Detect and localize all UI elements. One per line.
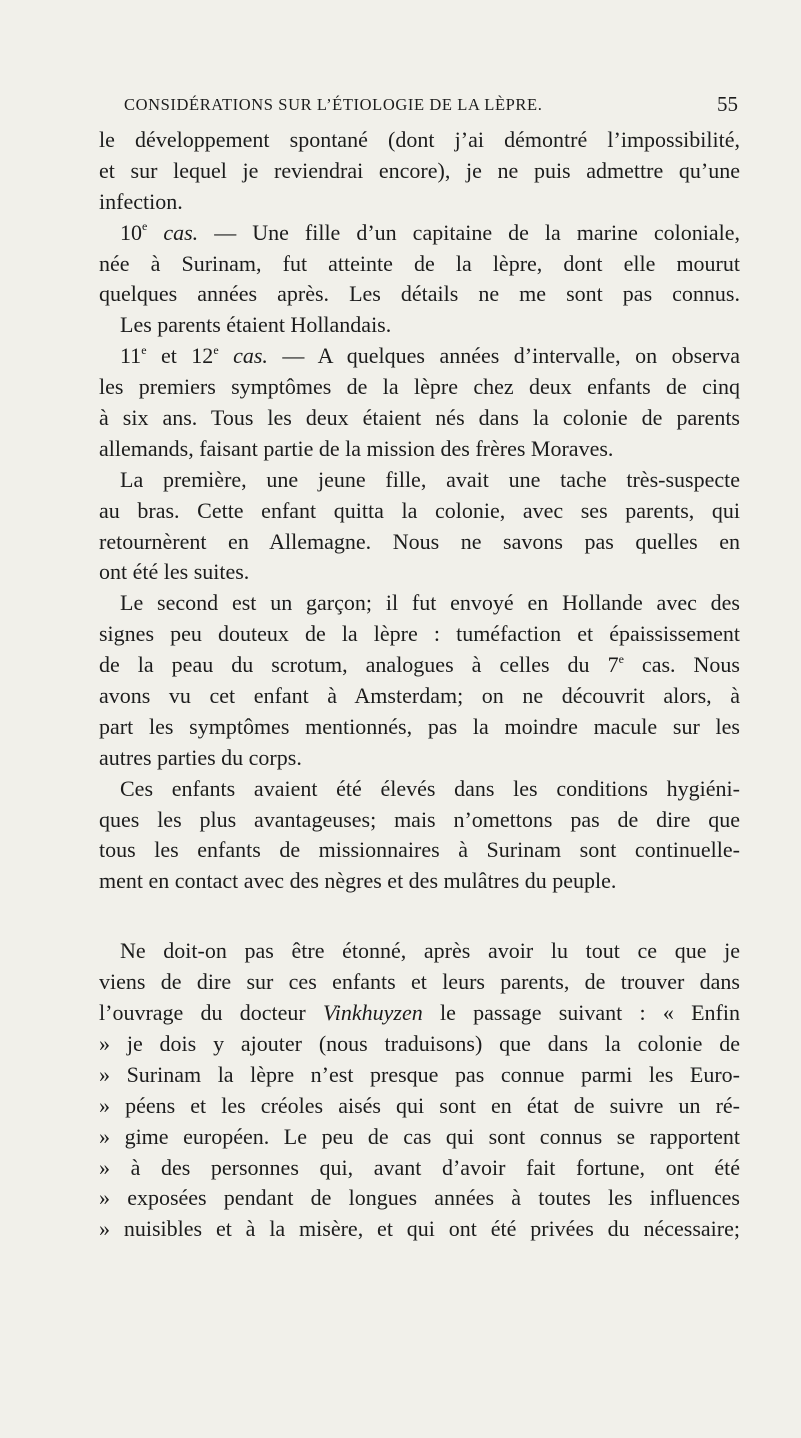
quote-line: » péens et les créoles aisés qui sont en état de suivre un ré- [99, 1092, 740, 1118]
page-number: 55 [717, 92, 738, 116]
text-line: et sur lequel je reviendrai encore), je ne puis admettre qu’une [99, 157, 740, 183]
text-line: Ces enfants avaient été élevés dans les conditions hygiéni- [120, 775, 740, 801]
quote-line: » exposées pendant de longues années à toutes les influences [99, 1185, 740, 1211]
running-title: CONSIDÉRATIONS SUR L’ÉTIOLOGIE DE LA LÈPRE. [124, 95, 543, 114]
quote-line: » à des personnes qui, avant d’avoir fait fortune, ont été [99, 1154, 740, 1180]
quote-line: » gime européen. Le peu de cas qui sont connus se rapportent [99, 1123, 740, 1149]
text-line: tous les enfants de missionnaires à Surinam sont continuelle- [99, 837, 740, 863]
text-line: à six ans. Tous les deux étaient nés dans la colonie de parents [99, 405, 740, 431]
quote-line: » je dois y ajouter (nous traduisons) que dans la colonie de [99, 1030, 740, 1056]
text-line: viens de dire sur ces enfants et leurs parents, de trouver dans [99, 969, 740, 995]
body-text [99, 125, 740, 1245]
paragraph-gap [99, 897, 740, 936]
text-line: Ne doit-on pas être étonné, après avoir lu tout ce que je [120, 938, 740, 964]
text-line: Le second est un garçon; il fut envoyé en Hollande avec des [120, 590, 740, 616]
case-10-heading-line: 10e cas. — Une fille d’un capitaine de la marine coloniale, [120, 219, 741, 245]
text-line: l’ouvrage du docteur Vinkhuyzen le passage suivant : « Enfin [99, 1000, 740, 1026]
text-line: née à Surinam, fut atteinte de la lèpre, dont elle mourut [99, 250, 740, 276]
text-line: Les parents étaient Hollandais. [120, 312, 392, 338]
text-line: part les symptômes mentionnés, pas la moindre macule sur les [99, 713, 740, 739]
text-line: avons vu cet enfant à Amsterdam; on ne découvrit alors, à [99, 683, 740, 709]
running-head [88, 92, 738, 119]
text-line: ment en contact avec des nègres et des mulâtres du peuple. [99, 868, 617, 894]
text-line: ques les plus avantageuses; mais n’omettons pas de dire que [99, 806, 740, 832]
text-line: allemands, faisant partie de la mission des frères Moraves. [99, 435, 614, 461]
quote-line: » Surinam la lèpre n’est presque pas connue parmi les Euro- [99, 1061, 740, 1087]
text-line: La première, une jeune fille, avait une tache très-suspecte [120, 466, 740, 492]
quote-line: » nuisibles et à la misère, et qui ont été privées du nécessaire; [99, 1216, 740, 1242]
text-line: quelques années après. Les détails ne me sont pas connus. [99, 281, 740, 307]
text-line: signes peu douteux de la lèpre : tuméfaction et épaississement [99, 621, 740, 647]
text-line: infection. [99, 188, 183, 214]
text-line: les premiers symptômes de la lèpre chez deux enfants de cinq [99, 374, 740, 400]
text-line: au bras. Cette enfant quitta la colonie, avec ses parents, qui [99, 497, 740, 523]
text-line: retournèrent en Allemagne. Nous ne savons pas quelles en [99, 528, 740, 554]
text-line: de la peau du scrotum, analogues à celles du 7e cas. Nous [99, 651, 740, 678]
case-11-12-heading-line: 11e et 12e cas. — A quelques années d’intervalle, on observa [120, 342, 740, 369]
text-line: le développement spontané (dont j’ai démontré l’impossibilité, [99, 127, 740, 152]
text-line: autres parties du corps. [99, 744, 302, 770]
text-line: ont été les suites. [99, 559, 250, 585]
